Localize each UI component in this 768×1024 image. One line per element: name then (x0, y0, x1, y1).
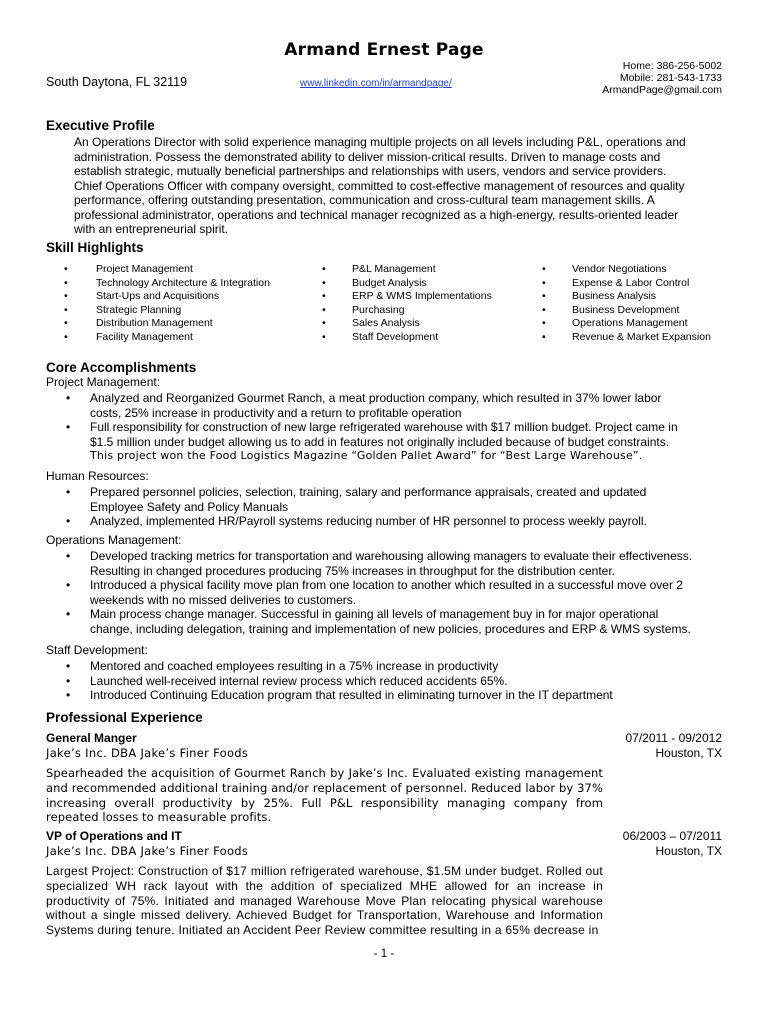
item-line: change, including delegation, training and implementation of new policies, procedures and ERP & WMS systems. (90, 621, 691, 636)
bullet: • (542, 276, 546, 289)
item-line: Launched well-received internal review process which reduced accidents 65%. (90, 673, 508, 688)
bullet: • (66, 420, 71, 434)
bullet: • (66, 607, 71, 621)
bullet: • (64, 330, 68, 343)
job-dates: 07/2011 - 09/2012 (625, 731, 722, 745)
skill-item (64, 331, 314, 345)
skill-label: Project Management (96, 263, 193, 275)
bullet: • (542, 303, 546, 316)
skill-item (542, 277, 742, 291)
item-line: Analyzed, implemented HR/Payroll systems reducing number of HR personnel to process weekly payroll. (90, 514, 647, 528)
list-item (46, 674, 726, 689)
list-item (46, 420, 726, 464)
bullet: • (542, 263, 546, 275)
bullet: • (322, 290, 326, 303)
skills-column-1 (64, 263, 314, 345)
profile-line: Chief Operations Officer with company oversight, committed to cost-effective management of resources and quality (74, 178, 685, 193)
skill-item (542, 331, 742, 345)
skill-label: Facility Management (96, 330, 193, 343)
job-location: Houston, TX (655, 844, 722, 858)
profile-line: An Operations Director with solid experience managing multiple projects on all levels including P&L, operations and (74, 135, 686, 149)
pm-list (46, 391, 726, 464)
job-company: Jake’s Inc. DBA Jake’s Finer Foods (46, 844, 249, 858)
subheading-project-management: Project Management: (46, 375, 161, 389)
item-line: weekends with no missed deliveries to customers. (90, 592, 357, 607)
job-title: VP of Operations and IT (46, 829, 182, 843)
skill-item (64, 304, 314, 318)
section-heading-skills: Skill Highlights (46, 240, 144, 255)
job-title: General Manger (46, 731, 137, 745)
skill-item (542, 317, 742, 331)
item-line: Employee Safety and Policy Manuals (90, 499, 289, 514)
page-number: - 1 - (373, 948, 395, 960)
profile-line: establish strategic, mutually beneficial partnerships and relationships with users, vendors and service providers. (74, 164, 667, 178)
item-line: Prepared personnel policies, selection, training, salary and performance appraisals, created and updated (90, 485, 647, 499)
candidate-name: Armand Ernest Page (284, 40, 484, 60)
job-description: Largest Project: Construction of $17 million refrigerated warehouse, $1.5M under budget. Rolled out specialized WH rack layout with the addition of specialized MHE allowed for an increase in productivity of 75%. Initiated and managed Warehouse Move Plan relocating physical warehouse without a single missed delivery. Achieved Budget for Transportation, Warehouse and Information Systems during tenure. Initiated an Accident Peer Review committee resulting in a 65% decrease in (46, 864, 603, 938)
item-line: Introduced a physical facility move plan from one location to another which resulted in a successful move over 2 (90, 578, 683, 592)
email[interactable]: ArmandPage@gmail.com (602, 84, 722, 96)
skill-item (322, 317, 522, 331)
subheading-operations-management: Operations Management: (46, 533, 182, 547)
section-heading-experience: Professional Experience (46, 710, 203, 725)
bullet: • (66, 659, 71, 673)
bullet: • (542, 290, 546, 303)
item-line: costs, 25% increase in productivity and a return to profitable operation (90, 405, 462, 420)
skill-label: Start-Ups and Acquisitions (96, 290, 220, 303)
item-line: Introduced Continuing Education program that resulted in eliminating turnover in the IT department (90, 688, 613, 702)
profile-line: with an entrepreneurial spirit. (74, 222, 229, 236)
skill-item (542, 290, 742, 304)
skill-label: Operations Management (572, 317, 688, 330)
subheading-human-resources: Human Resources: (46, 469, 149, 483)
bullet: • (322, 317, 326, 330)
profile-text (74, 135, 754, 237)
bullet: • (64, 276, 68, 289)
skill-label: Vendor Negotiations (572, 263, 667, 275)
list-item (46, 391, 726, 420)
staff-list (46, 659, 726, 703)
list-item (46, 607, 726, 636)
section-heading-profile: Executive Profile (46, 118, 155, 133)
skill-label: Strategic Planning (96, 303, 182, 316)
profile-line: administration. Possess the demonstrated ability to deliver mission-critical results. Driven to manage costs and (74, 149, 661, 164)
bullet: • (66, 549, 71, 563)
skill-label: Expense & Labor Control (572, 276, 690, 289)
item-line: Full responsibility for construction of new large refrigerated warehouse with $17 million budget. Project came in (90, 420, 678, 434)
bullet: • (542, 317, 546, 330)
bullet: • (66, 673, 71, 688)
skill-item (322, 277, 522, 291)
job-description: Spearheaded the acquisition of Gourmet Ranch by Jake’s Inc. Evaluated existing management and recommended additional training and/or replacement of personnel. Reduced labor by 37% increasing overall productivity by 25%. Full P&L responsibility managing company from repeated losses to measurable profits. (46, 766, 603, 825)
item-line: Analyzed and Reorganized Gourmet Ranch, a meat production company, which resulted in 37% lower labor (90, 391, 662, 405)
skill-item (322, 331, 522, 345)
skill-item (64, 317, 314, 331)
bullet: • (542, 330, 546, 343)
skill-label: Business Development (572, 303, 680, 316)
item-line: Resulting in changed procedures producing 75% increases in throughput for the distribution center. (90, 563, 615, 578)
bullet: • (64, 263, 68, 275)
skill-item (322, 263, 522, 277)
skills-column-3 (542, 263, 742, 345)
profile-line: performance, offering outstanding presentation, communication and cross-cultural team management skills. A (74, 193, 655, 207)
skill-label: Technology Architecture & Integration (96, 276, 270, 289)
skill-item (542, 304, 742, 318)
address: South Daytona, FL 32119 (46, 75, 188, 89)
skill-label: Budget Analysis (352, 276, 427, 289)
skill-label: Distribution Management (96, 317, 213, 330)
bullet: • (66, 578, 71, 592)
skill-label: Sales Analysis (352, 317, 420, 330)
list-item (46, 688, 726, 703)
list-item (46, 578, 726, 607)
linkedin-link[interactable]: www.linkedin.com/in/armandpage/ (300, 78, 452, 89)
bullet: • (322, 276, 326, 289)
bullet: • (64, 303, 68, 316)
skill-label: P&L Management (352, 263, 436, 275)
contact-block (602, 60, 722, 96)
ops-list (46, 549, 726, 636)
skill-label: Purchasing (352, 303, 405, 316)
subheading-staff-development: Staff Development: (46, 643, 148, 657)
skill-label: Staff Development (352, 330, 439, 343)
home-phone: Home: 386-256-5002 (622, 60, 722, 72)
list-item (46, 485, 726, 514)
item-line: Mentored and coached employees resulting in a 75% increase in productivity (90, 659, 499, 673)
skill-label: Business Analysis (572, 290, 657, 303)
skill-item (322, 290, 522, 304)
item-line: Developed tracking metrics for transportation and warehousing allowing managers to evaluate their effectiveness. (90, 549, 693, 563)
skill-item (322, 304, 522, 318)
bullet: • (66, 391, 71, 405)
list-item (46, 514, 726, 529)
hr-list (46, 485, 726, 529)
job-dates: 06/2003 – 07/2011 (622, 829, 722, 843)
job-location: Houston, TX (655, 746, 722, 760)
bullet: • (64, 290, 68, 303)
section-heading-accomplishments: Core Accomplishments (46, 360, 197, 375)
profile-line: professional administrator, operations and technical manager recognized as a high-energy, results-oriented leader (74, 207, 679, 222)
mobile-phone: Mobile: 281-543-1733 (619, 72, 722, 84)
list-item (46, 659, 726, 674)
skill-label: ERP & WMS Implementations (352, 290, 492, 303)
list-item (46, 549, 726, 578)
item-line: This project won the Food Logistics Magazine “Golden Pallet Award” for “Best Large Warehouse”. (90, 449, 643, 462)
skills-column-2 (322, 263, 522, 345)
job-company: Jake’s Inc. DBA Jake’s Finer Foods (46, 746, 249, 760)
bullet: • (64, 317, 68, 330)
bullet: • (322, 263, 326, 275)
bullet: • (66, 688, 71, 702)
bullet: • (66, 485, 71, 499)
skill-label: Revenue & Market Expansion (572, 330, 711, 343)
bullet: • (322, 330, 326, 343)
skill-item (542, 263, 742, 277)
skill-item (64, 263, 314, 277)
item-line: $1.5 million under budget allowing us to add in features not originally included because of budget constraints. (90, 434, 670, 449)
bullet: • (322, 303, 326, 316)
skill-item (64, 290, 314, 304)
item-line: Main process change manager. Successful in gaining all levels of management buy in for major operational (90, 607, 659, 621)
bullet: • (66, 514, 71, 528)
skill-item (64, 277, 314, 291)
